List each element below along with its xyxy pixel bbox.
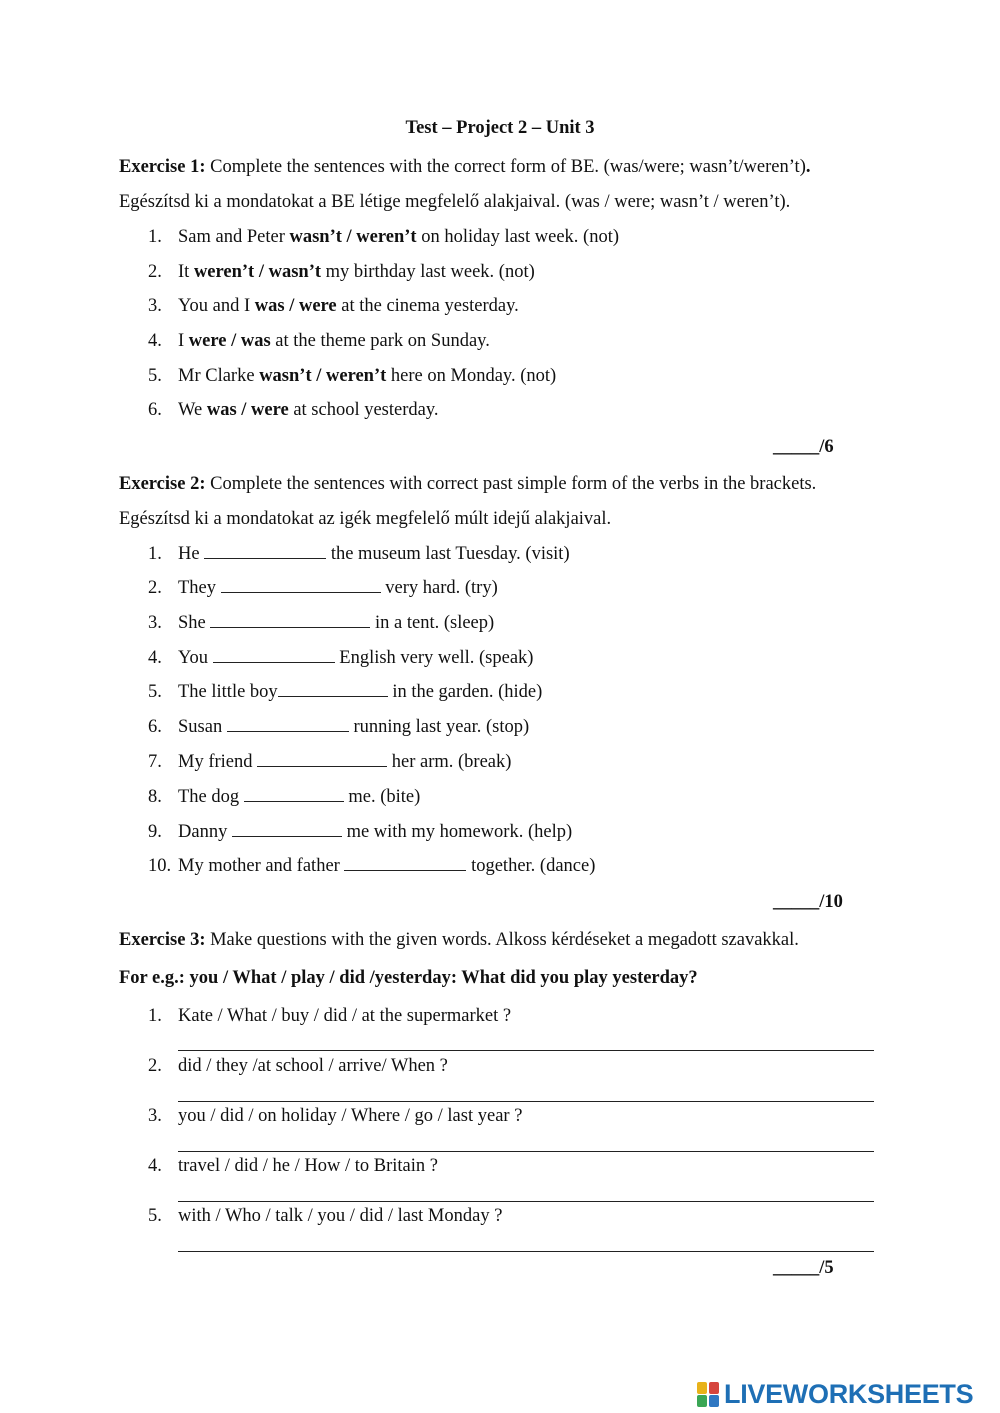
ex2-item: 10. My mother and father together. (dance): [148, 856, 596, 876]
ex1-item: 6. We was / were at school yesterday.: [148, 400, 439, 420]
ex1-item: 5. Mr Clarke wasn’t / weren’t here on Monday. (not): [148, 366, 557, 386]
ex2-item: 1. He the museum last Tuesday. (visit): [148, 544, 570, 564]
exercise-3-instruction-text: Make questions with the given words. Alkoss kérdéseket a megadott szavakkal.: [210, 930, 799, 950]
ex3-answer-line[interactable]: [178, 1201, 874, 1202]
ex3-item: 3. you / did / on holiday / Where / go / last year ?: [148, 1106, 523, 1126]
ex2-blank[interactable]: [210, 613, 370, 628]
ex2-blank[interactable]: [244, 787, 344, 802]
ex3-item: 5. with / Who / talk / you / did / last Monday ?: [148, 1206, 503, 1226]
exercise-3-instruction: [119, 930, 799, 951]
liveworksheets-logo-icon: [697, 1380, 721, 1408]
ex2-item: 6. Susan running last year. (stop): [148, 717, 530, 737]
ex2-item: 9. Danny me with my homework. (help): [148, 822, 573, 842]
ex2-blank[interactable]: [221, 578, 381, 593]
ex3-answer-line[interactable]: [178, 1101, 874, 1102]
liveworksheets-logo: [697, 1377, 973, 1411]
ex3-answer-line[interactable]: [178, 1050, 874, 1051]
ex2-item: 5. The little boy in the garden. (hide): [148, 682, 543, 702]
ex2-item: 4. You English very well. (speak): [148, 648, 534, 668]
ex1-item: 3. You and I was / were at the cinema yesterday.: [148, 296, 519, 316]
page-title: Test – Project 2 – Unit 3: [405, 118, 595, 138]
ex3-item: 4. travel / did / he / How / to Britain ?: [148, 1156, 438, 1176]
exercise-1-instruction: [119, 157, 810, 178]
exercise-2-instruction: [119, 474, 816, 495]
ex2-blank[interactable]: [227, 717, 349, 732]
exercise-3-score: _____/5: [773, 1258, 834, 1278]
ex3-item: 2. did / they /at school / arrive/ When ?: [148, 1056, 448, 1076]
ex1-choice[interactable]: were / was: [188, 331, 271, 351]
ex1-choice[interactable]: weren’t / wasn’t: [193, 262, 322, 282]
ex1-item: 2. It weren’t / wasn’t my birthday last week. (not): [148, 262, 535, 282]
exercise-2-score: _____/10: [773, 892, 843, 912]
ex2-item: 2. They very hard. (try): [148, 578, 498, 598]
ex1-choice[interactable]: wasn’t / weren’t: [289, 227, 417, 247]
ex2-blank[interactable]: [344, 856, 466, 871]
ex2-blank[interactable]: [213, 648, 335, 663]
ex1-item: 1. Sam and Peter wasn’t / weren’t on holiday last week. (not): [148, 227, 620, 247]
ex2-item: 7. My friend her arm. (break): [148, 752, 512, 772]
ex2-blank[interactable]: [232, 822, 342, 837]
exercise-1-instruction-end: .: [805, 157, 811, 177]
exercise-2-instruction-hu: Egészítsd ki a mondatokat az igék megfelelő múlt idejű alakjaival.: [119, 509, 612, 529]
ex1-choice[interactable]: was / were: [206, 400, 289, 420]
ex1-choice[interactable]: wasn’t / weren’t: [259, 366, 387, 386]
ex3-answer-line[interactable]: [178, 1151, 874, 1152]
exercise-1-instruction-hu: Egészítsd ki a mondatokat a BE létige megfelelő alakjaival. (was / were; wasn’t / weren’t).: [119, 192, 791, 212]
exercise-1-label: Exercise 1:: [119, 157, 206, 177]
ex1-choice[interactable]: was / were: [254, 296, 337, 316]
liveworksheets-logo-text: LIVEWORKSHEETS: [724, 1378, 974, 1409]
exercise-1-score: _____/6: [773, 437, 834, 457]
ex2-blank[interactable]: [204, 544, 326, 559]
ex3-answer-line[interactable]: [178, 1251, 874, 1252]
ex1-item: 4. I were / was at the theme park on Sunday.: [148, 331, 490, 351]
exercise-3-example: For e.g.: you / What / play / did /yesterday: What did you play yesterday?: [119, 968, 698, 988]
ex2-blank[interactable]: [257, 752, 387, 767]
exercise-2-label: Exercise 2:: [119, 474, 206, 494]
ex2-blank[interactable]: [278, 682, 388, 697]
exercise-2-instruction-en: Complete the sentences with correct past simple form of the verbs in the brackets.: [210, 474, 817, 494]
exercise-3-label: Exercise 3:: [119, 930, 206, 950]
ex2-item: 8. The dog me. (bite): [148, 787, 421, 807]
ex3-item: 1. Kate / What / buy / did / at the supermarket ?: [148, 1006, 512, 1026]
exercise-1-instruction-en: Complete the sentences with the correct form of BE. (was/were; wasn’t/weren’t): [210, 157, 806, 177]
ex2-item: 3. She in a tent. (sleep): [148, 613, 495, 633]
